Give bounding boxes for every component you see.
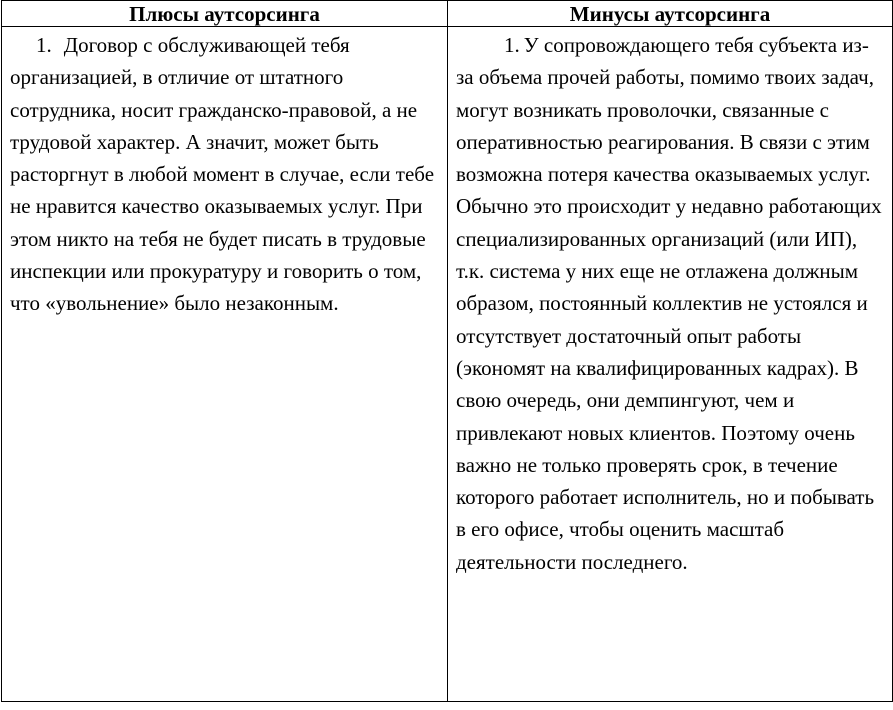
cons-item-number: 1. bbox=[504, 33, 520, 57]
cons-header: Минусы аутсорсинга bbox=[448, 1, 893, 27]
table-row bbox=[2, 27, 893, 702]
pros-cons-table bbox=[1, 0, 893, 702]
table-header-row bbox=[2, 1, 893, 27]
cons-paragraph bbox=[456, 29, 884, 578]
pros-item-text: Договор с обслуживающей тебя организацией, в отличие от штатного сотрудника, носит гражданско-правовой, а не трудовой характер. А значит, может быть расторгнут в любой момент в случае, если тебе не нравится качество оказываемых услуг. При этом никто на тебя не будет писать в трудовые инспекции или прокуратуру и говорить о том, что «увольнение» было незаконным. bbox=[10, 33, 435, 316]
cons-item-text: У сопровождающего тебя субъекта из-за объема прочей работы, помимо твоих задач, могут возникать проволочки, связанные с оперативностью реагирования. В связи с этим возможна потеря качества оказываемых услуг. Обычно это происходит у недавно работающих специализированных организаций (или ИП), т.к. система у них еще не отлажена должным образом, постоянный коллектив не устоялся и отсутствует достаточный опыт работы (экономят на квалифицированных кадрах). В свою очередь, они демпингуют, чем и привлекают новых клиентов. Поэтому очень важно не только проверять срок, в течение которого работает исполнитель, но и побывать в его офисе, чтобы оценить масштаб деятельности последнего. bbox=[456, 33, 882, 574]
pros-paragraph bbox=[10, 29, 439, 320]
pros-header: Плюсы аутсорсинга bbox=[2, 1, 448, 27]
cons-cell bbox=[448, 27, 893, 702]
pros-cell bbox=[2, 27, 448, 702]
pros-item-number: 1. bbox=[36, 33, 52, 57]
